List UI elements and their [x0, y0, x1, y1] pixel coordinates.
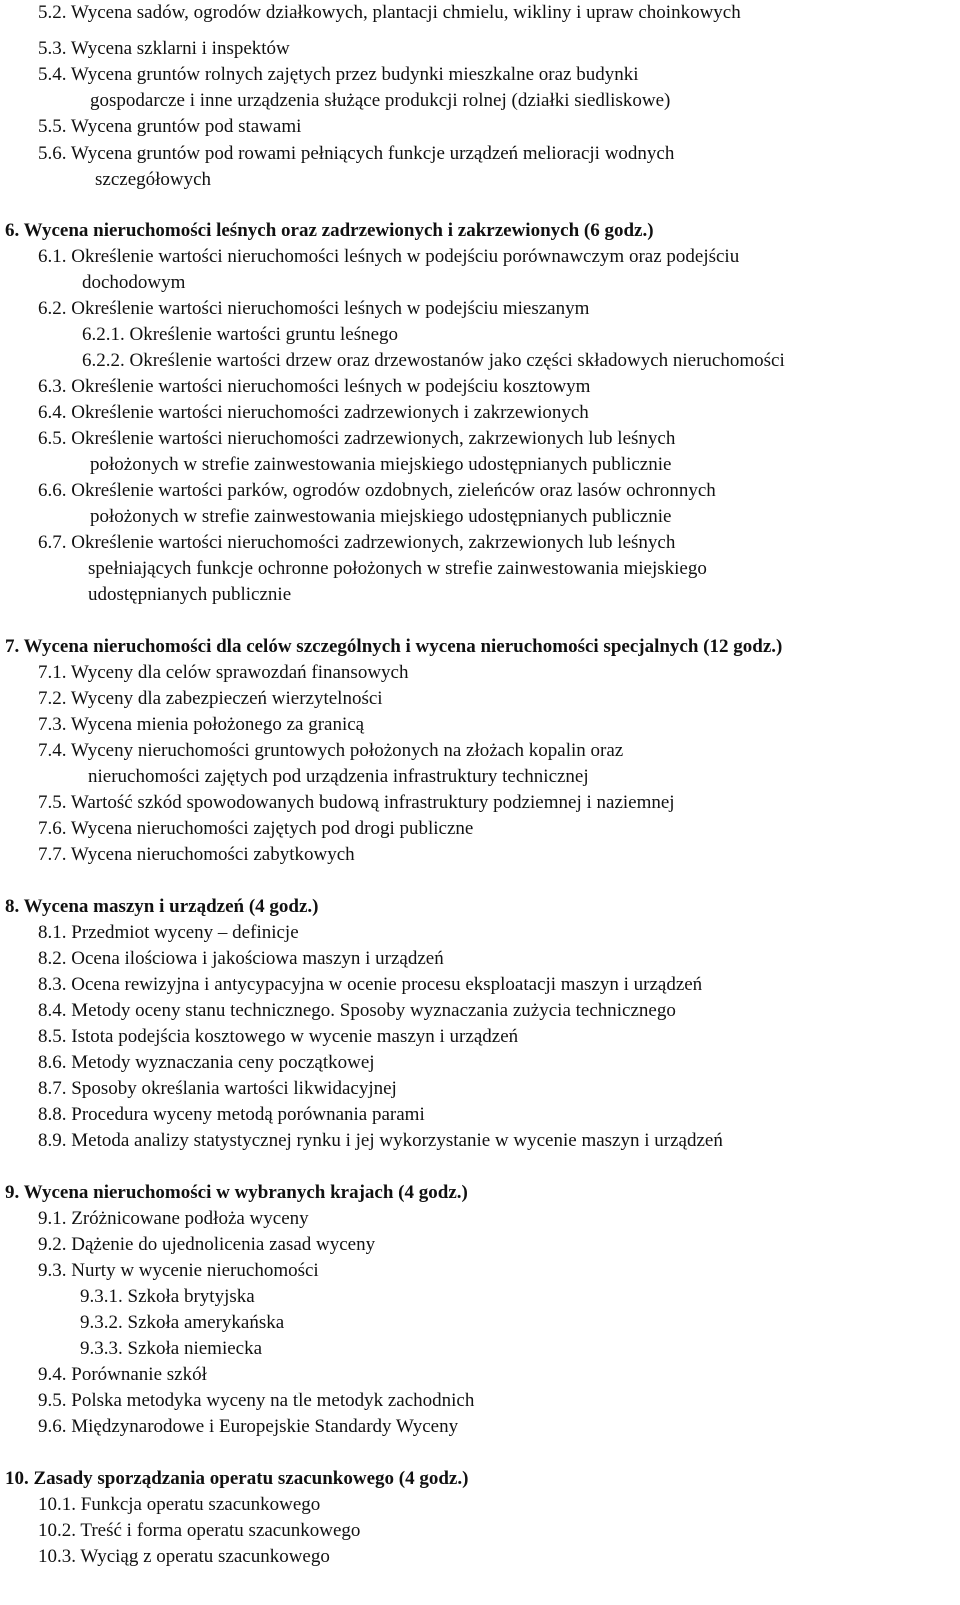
- item-8-6: 8.6. Metody wyznaczania ceny początkowej: [38, 1052, 375, 1073]
- item-10-1: 10.1. Funkcja operatu szacunkowego: [38, 1494, 321, 1515]
- item-7-7: 7.7. Wycena nieruchomości zabytkowych: [38, 844, 355, 865]
- item-5-5: 5.5. Wycena gruntów pod stawami: [38, 116, 302, 137]
- item-10-2: 10.2. Treść i forma operatu szacunkowego: [38, 1520, 361, 1541]
- item-5-4-cont: gospodarcze i inne urządzenia służące produkcji rolnej (działki siedliskowe): [90, 90, 671, 111]
- item-7-4: 7.4. Wyceny nieruchomości gruntowych położonych na złożach kopalin oraz: [38, 740, 624, 761]
- item-9-3: 9.3. Nurty w wycenie nieruchomości: [38, 1260, 319, 1281]
- item-8-4: 8.4. Metody oceny stanu technicznego. Sposoby wyznaczania zużycia technicznego: [38, 1000, 676, 1021]
- item-6-1-cont: dochodowym: [82, 272, 186, 293]
- item-6-2-2: 6.2.2. Określenie wartości drzew oraz drzewostanów jako części składowych nieruchomości: [82, 350, 785, 371]
- item-5-6: 5.6. Wycena gruntów pod rowami pełniących funkcje urządzeń melioracji wodnych: [38, 143, 675, 164]
- item-7-1: 7.1. Wyceny dla celów sprawozdań finansowych: [38, 662, 409, 683]
- item-8-9: 8.9. Metoda analizy statystycznej rynku i jej wykorzystanie w wycenie maszyn i urządzeń: [38, 1130, 723, 1151]
- item-7-6: 7.6. Wycena nieruchomości zajętych pod drogi publiczne: [38, 818, 474, 839]
- item-7-4-cont: nieruchomości zajętych pod urządzenia infrastruktury technicznej: [88, 766, 589, 787]
- item-9-1: 9.1. Zróżnicowane podłoża wyceny: [38, 1208, 309, 1229]
- item-5-6-cont: szczegółowych: [95, 169, 212, 190]
- item-7-5: 7.5. Wartość szkód spowodowanych budową infrastruktury podziemnej i naziemnej: [38, 792, 675, 813]
- item-6-2-1: 6.2.1. Określenie wartości gruntu leśnego: [82, 324, 399, 345]
- section-8-heading: 8. Wycena maszyn i urządzeń (4 godz.): [5, 896, 319, 917]
- item-9-3-3: 9.3.3. Szkoła niemiecka: [80, 1338, 263, 1359]
- item-9-5: 9.5. Polska metodyka wyceny na tle metodyk zachodnich: [38, 1390, 475, 1411]
- item-8-3: 8.3. Ocena rewizyjna i antycypacyjna w ocenie procesu eksploatacji maszyn i urządzeń: [38, 974, 703, 995]
- item-9-6: 9.6. Międzynarodowe i Europejskie Standardy Wyceny: [38, 1416, 459, 1437]
- item-9-4: 9.4. Porównanie szkół: [38, 1364, 207, 1385]
- item-9-3-1: 9.3.1. Szkoła brytyjska: [80, 1286, 255, 1307]
- item-6-5-cont: położonych w strefie zainwestowania miejskiego udostępnianych publicznie: [90, 454, 672, 475]
- item-8-8: 8.8. Procedura wyceny metodą porównania parami: [38, 1104, 425, 1125]
- item-10-3: 10.3. Wyciąg z operatu szacunkowego: [38, 1546, 330, 1567]
- item-5-2: 5.2. Wycena sadów, ogrodów działkowych, plantacji chmielu, wikliny i upraw choinkowych: [38, 2, 741, 23]
- section-10-heading: 10. Zasady sporządzania operatu szacunkowego (4 godz.): [5, 1468, 469, 1489]
- item-9-2: 9.2. Dążenie do ujednolicenia zasad wyceny: [38, 1234, 376, 1255]
- item-8-2: 8.2. Ocena ilościowa i jakościowa maszyn i urządzeń: [38, 948, 444, 969]
- item-6-6: 6.6. Określenie wartości parków, ogrodów ozdobnych, zieleńców oraz lasów ochronnych: [38, 480, 716, 501]
- section-9-heading: 9. Wycena nieruchomości w wybranych krajach (4 godz.): [5, 1182, 468, 1203]
- item-6-7-cont-1: spełniających funkcje ochronne położonych w strefie zainwestowania miejskiego: [88, 558, 707, 579]
- item-7-3: 7.3. Wycena mienia położonego za granicą: [38, 714, 365, 735]
- item-9-3-2: 9.3.2. Szkoła amerykańska: [80, 1312, 285, 1333]
- item-5-4: 5.4. Wycena gruntów rolnych zajętych przez budynki mieszkalne oraz budynki: [38, 64, 639, 85]
- item-6-4: 6.4. Określenie wartości nieruchomości zadrzewionych i zakrzewionych: [38, 402, 589, 423]
- item-8-1: 8.1. Przedmiot wyceny – definicje: [38, 922, 299, 943]
- item-8-5: 8.5. Istota podejścia kosztowego w wycenie maszyn i urządzeń: [38, 1026, 519, 1047]
- item-8-7: 8.7. Sposoby określania wartości likwidacyjnej: [38, 1078, 397, 1099]
- section-6-heading: 6. Wycena nieruchomości leśnych oraz zadrzewionych i zakrzewionych (6 godz.): [5, 220, 654, 241]
- item-7-2: 7.2. Wyceny dla zabezpieczeń wierzytelności: [38, 688, 383, 709]
- item-6-6-cont: położonych w strefie zainwestowania miejskiego udostępnianych publicznie: [90, 506, 672, 527]
- item-6-7: 6.7. Określenie wartości nieruchomości zadrzewionych, zakrzewionych lub leśnych: [38, 532, 676, 553]
- item-6-1: 6.1. Określenie wartości nieruchomości leśnych w podejściu porównawczym oraz podejściu: [38, 246, 740, 267]
- item-6-7-cont-2: udostępnianych publicznie: [88, 584, 292, 605]
- item-6-2: 6.2. Określenie wartości nieruchomości leśnych w podejściu mieszanym: [38, 298, 590, 319]
- section-7-heading: 7. Wycena nieruchomości dla celów szczególnych i wycena nieruchomości specjalnych (12 godz.): [5, 636, 783, 657]
- item-5-3: 5.3. Wycena szklarni i inspektów: [38, 38, 290, 59]
- item-6-3: 6.3. Określenie wartości nieruchomości leśnych w podejściu kosztowym: [38, 376, 591, 397]
- item-6-5: 6.5. Określenie wartości nieruchomości zadrzewionych, zakrzewionych lub leśnych: [38, 428, 676, 449]
